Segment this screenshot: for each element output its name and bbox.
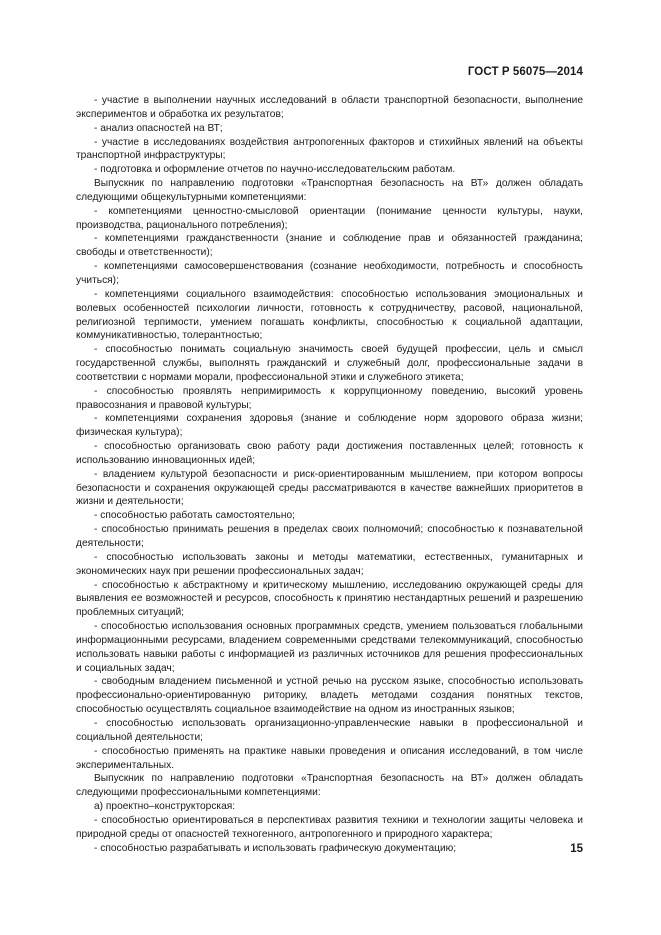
paragraph: - способностью применять на практике навыки проведения и описания исследований, в том числе экспериментальных. — [76, 745, 583, 771]
page-number: 15 — [570, 843, 583, 855]
paragraph: - способностью к абстрактному и критическому мышлению, исследованию окружающей среды для выявления ее возможностей и ресурсов, способность к принятию нестандартных решений и разрешению проблемных ситуаций; — [76, 579, 583, 619]
paragraph: - способностью проявлять непримиримость к коррупционному поведению, высокий уровень правосознания и правовой культуры; — [76, 385, 583, 411]
paragraph: - владением культурой безопасности и риск-ориентированным мышлением, при котором вопросы безопасности и сохранения окружающей среды рассматриваются в качестве важнейших приоритетов в жизни и деятельности; — [76, 468, 583, 508]
paragraph: - способностью использовать законы и методы математики, естественных, гуманитарных и экономических наук при решении профессиональных задач; — [76, 551, 583, 577]
paragraph: - подготовка и оформление отчетов по научно-исследовательским работам. — [94, 164, 456, 176]
paragraph: - способностью использования основных программных средств, умением пользоваться глобальными информационными ресурсами, владением современными средствами телекоммуникаций, способностью использовать навыки работы с информацией из различных источников для решения профессиональных и социальных задач; — [76, 621, 583, 674]
paragraph: - компетенциями гражданственности (знание и соблюдение прав и обязанностей гражданина; свободы и ответственности); — [76, 233, 583, 259]
paragraph: Выпускник по направлению подготовки «Транспортная безопасность на ВТ» должен обладать следующими профессиональными компетенциями: — [76, 773, 583, 799]
paragraph: - участие в исследованиях воздействия антропогенных факторов и стихийных явлений на объекты транспортной инфраструктуры; — [76, 136, 583, 162]
paragraph: - способностью работать самостоятельно; — [94, 510, 295, 522]
paragraph: - анализ опасностей на ВТ; — [94, 122, 223, 134]
document-code-header: ГОСТ Р 56075—2014 — [467, 66, 583, 78]
paragraph: - способностью ориентироваться в перспективах развития техники и технологии защиты человека и природной среды от опасностей техногенного, антропогенного и природного характера; — [76, 814, 583, 840]
paragraph: - способностью принимать решения в пределах своих полномочий; способностью к познавательной деятельности; — [76, 524, 583, 549]
paragraph: - способностью организовать свою работу ради достижения поставленных целей; готовность к использованию инновационных идей; — [76, 441, 583, 466]
paragraph: - компетенциями ценностно-смысловой ориентации (понимание ценности культуры, науки, производства, рационального потребления); — [76, 205, 583, 231]
paragraph: а) проектно–конструкторская: — [94, 801, 236, 813]
paragraph: - способностью разрабатывать и использовать графическую документацию; — [94, 842, 457, 854]
paragraph: - компетенциями сохранения здоровья (знание и соблюдение норм здорового образа жизни; физическая культура); — [76, 413, 583, 439]
paragraph: - свободным владением письменной и устной речью на русском языке, способностью использовать профессионально-ориентированную риторику, владеть методами создания понятных текстов, способностью осуществлять социальное взаимодействие на одном из иностранных языков; — [76, 676, 583, 716]
paragraph: Выпускник по направлению подготовки «Транспортная безопасность на ВТ» должен обладать следующими общекультурными компетенциями: — [76, 178, 583, 203]
paragraph: - участие в выполнении научных исследований в области транспортной безопасности, выполнение экспериментов и обработка их результатов; — [76, 95, 583, 120]
paragraph: - компетенциями социального взаимодействия: способностью использования эмоциональных и волевых особенностей психологии личности, готовность к сотрудничеству, расовой, национальной, религиозной терпимости, умением погашать конфликты, способностью к социальной адаптации, коммуникативностью, толерантностью; — [76, 288, 583, 342]
document-body — [76, 94, 583, 855]
paragraph: - способностью понимать социальную значимость своей будущей профессии, цель и смысл государственной службы, выполнять гражданский и служебный долг, профессиональные задачи в соответствии с нормами морали, профессиональной этики и служебного этикета; — [76, 344, 583, 383]
paragraph: - способностью использовать организационно-управленческие навыки в профессиональной и социальной деятельности; — [76, 717, 583, 743]
paragraph: - компетенциями самосовершенствования (сознание необходимости, потребность и способность учиться); — [76, 261, 583, 286]
